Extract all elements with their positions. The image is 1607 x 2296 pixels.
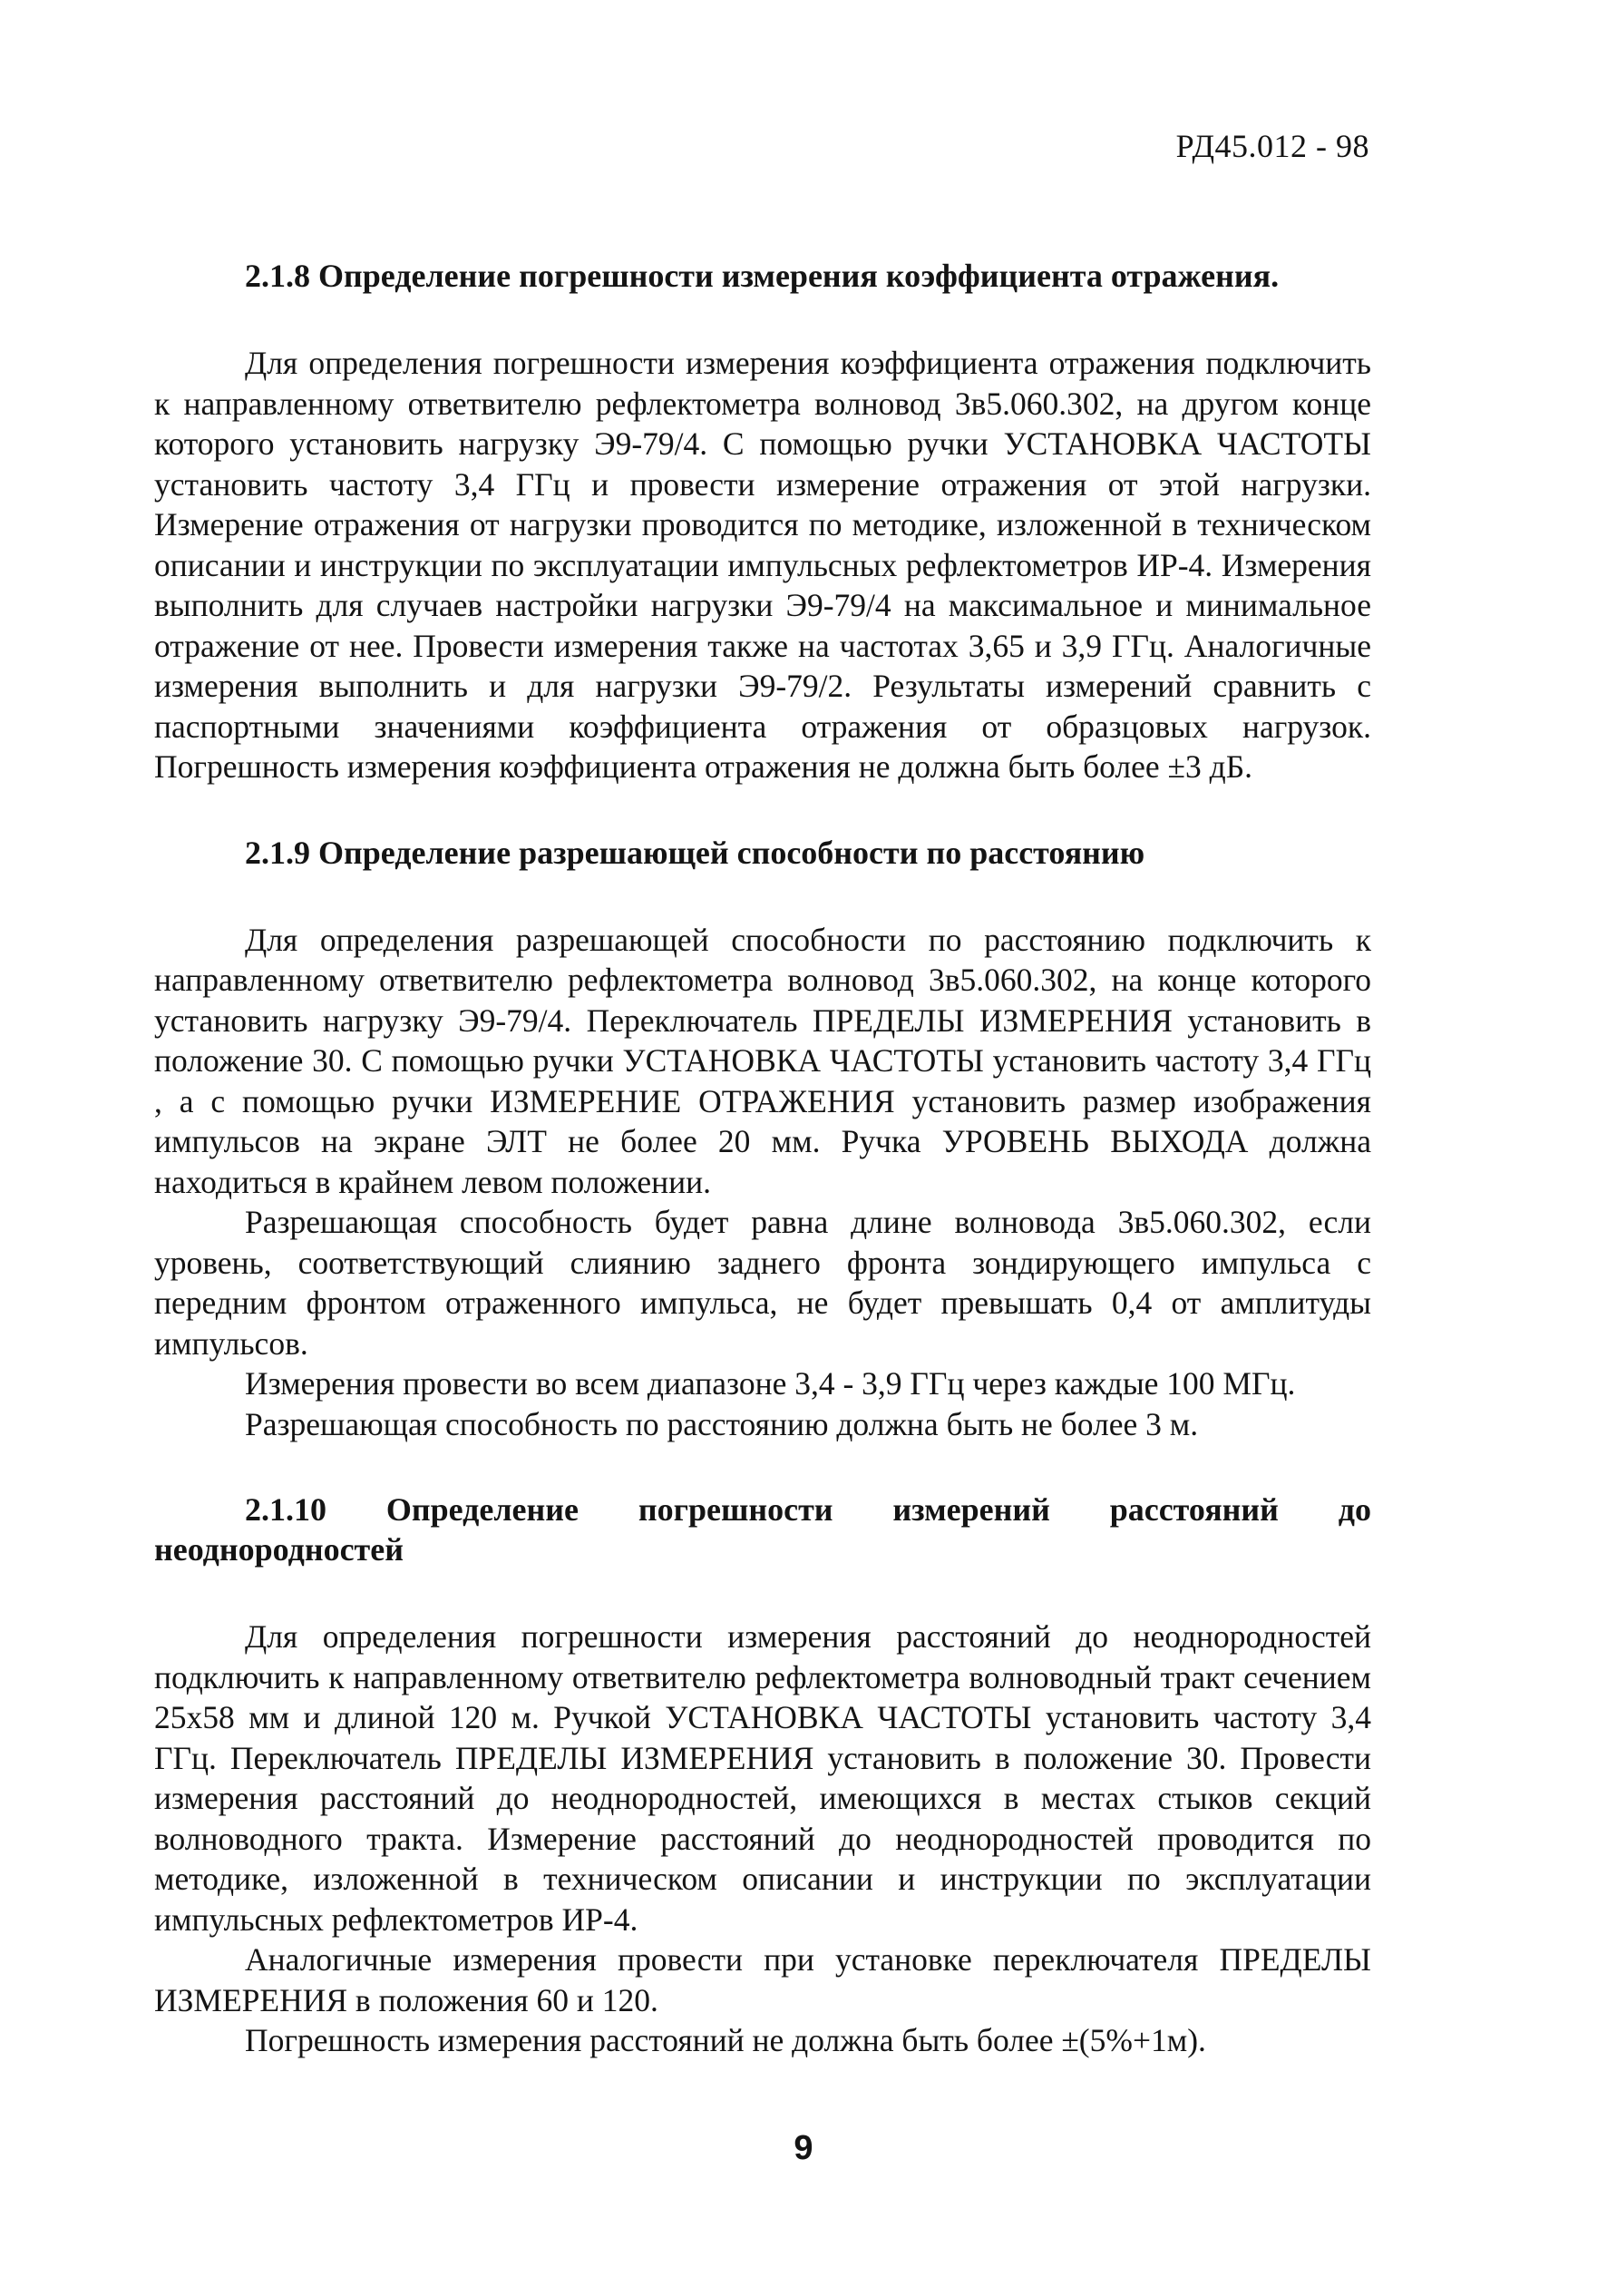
section-heading: 2.1.8 Определение погрешности измерения коэффициента отражения. (245, 258, 1280, 294)
section-2-1-8 (154, 256, 1371, 787)
document-body (154, 256, 1371, 2106)
section-2-1-10 (154, 1490, 1371, 2061)
paragraph: Аналогичные измерения провести при установке переключателя ПРЕДЕЛЫ ИЗМЕРЕНИЯ в положения 60 и 120. (154, 1941, 1371, 2018)
paragraph: Измерения провести во всем диапазоне 3,4 - 3,9 ГГц через каждые 100 МГц. (245, 1365, 1296, 1402)
paragraph: Разрешающая способность по расстоянию должна быть не более 3 м. (245, 1405, 1199, 1442)
document-code: РД45.012 - 98 (1175, 128, 1369, 164)
paragraph: Разрешающая способность будет равна длине волновода 3в5.060.302, если уровень, соответствующий слиянию заднего фронта зондирующего импульса с передним фронтом отраженного импульса, не будет превышать 0,4 от амплитуды импульсов. (154, 1204, 1371, 1362)
paragraph: Погрешность измерения расстояний не должна быть более ±(5%+1м). (245, 2022, 1206, 2058)
paragraph: Для определения погрешности измерения расстояний до неоднородностей подключить к направленному ответвителю рефлектометра волноводный тракт сечением 25х58 мм и длиной 120 м. Ручкой УСТАНОВКА ЧАСТОТЫ установить частоту 3,4 ГГц. Переключатель ПРЕДЕЛЫ ИЗМЕРЕНИЯ установить в положение 30. Провести измерения расстояний до неоднородностей, имеющихся в местах стыков секций волноводного тракта. Измерение расстояний до неоднородностей проводится по методике, изложенной в техническом описании и инструкции по эксплуатации импульсных рефлектометров ИР-4. (154, 1618, 1371, 1938)
section-heading: 2.1.10 Определение погрешности измерений расстояний до неоднородностей (154, 1491, 1371, 1568)
paragraph: Для определения разрешающей способности по расстоянию подключить к направленному ответвителю рефлектометра волновод 3в5.060.302, на конце которого установить нагрузку Э9-79/4. Переключатель ПРЕДЕЛЫ ИЗМЕРЕНИЯ установить в положение 30. С помощью ручки УСТАНОВКА ЧАСТОТЫ установить частоту 3,4 ГГц , а с помощью ручки ИЗМЕРЕНИЕ ОТРАЖЕНИЯ установить размер изображения импульсов на экране ЭЛТ не более 20 мм. Ручка УРОВЕНЬ ВЫХОДА должна находиться в крайнем левом положении. (154, 921, 1371, 1200)
paragraph: Для определения погрешности измерения коэффициента отражения подключить к направленному ответвителю рефлектометра волновод 3в5.060.302, на другом конце которого установить нагрузку Э9-79/4. С помощью ручки УСТАНОВКА ЧАСТОТЫ установить частоту 3,4 ГГц и провести измерение отражения от этой нагрузки. Измерение отражения от нагрузки проводится по методике, изложенной в техническом описании и инструкции по эксплуатации импульсных рефлектометров ИР-4. Измерения выполнить для случаев настройки нагрузки Э9-79/4 на максимальное и минимальное отражение от нее. Провести измерения также на частотах 3,65 и 3,9 ГГц. Аналогичные измерения выполнить и для нагрузки Э9-79/2. Результаты измерений сравнить с паспортными значениями коэффициента отражения от образцовых нагрузок. Погрешность измерения коэффициента отражения не должна быть более ±3 дБ. (154, 345, 1371, 785)
section-2-1-9 (154, 833, 1371, 1445)
section-heading: 2.1.9 Определение разрешающей способности по расстоянию (245, 834, 1145, 871)
page-number: 9 (794, 2129, 813, 2167)
